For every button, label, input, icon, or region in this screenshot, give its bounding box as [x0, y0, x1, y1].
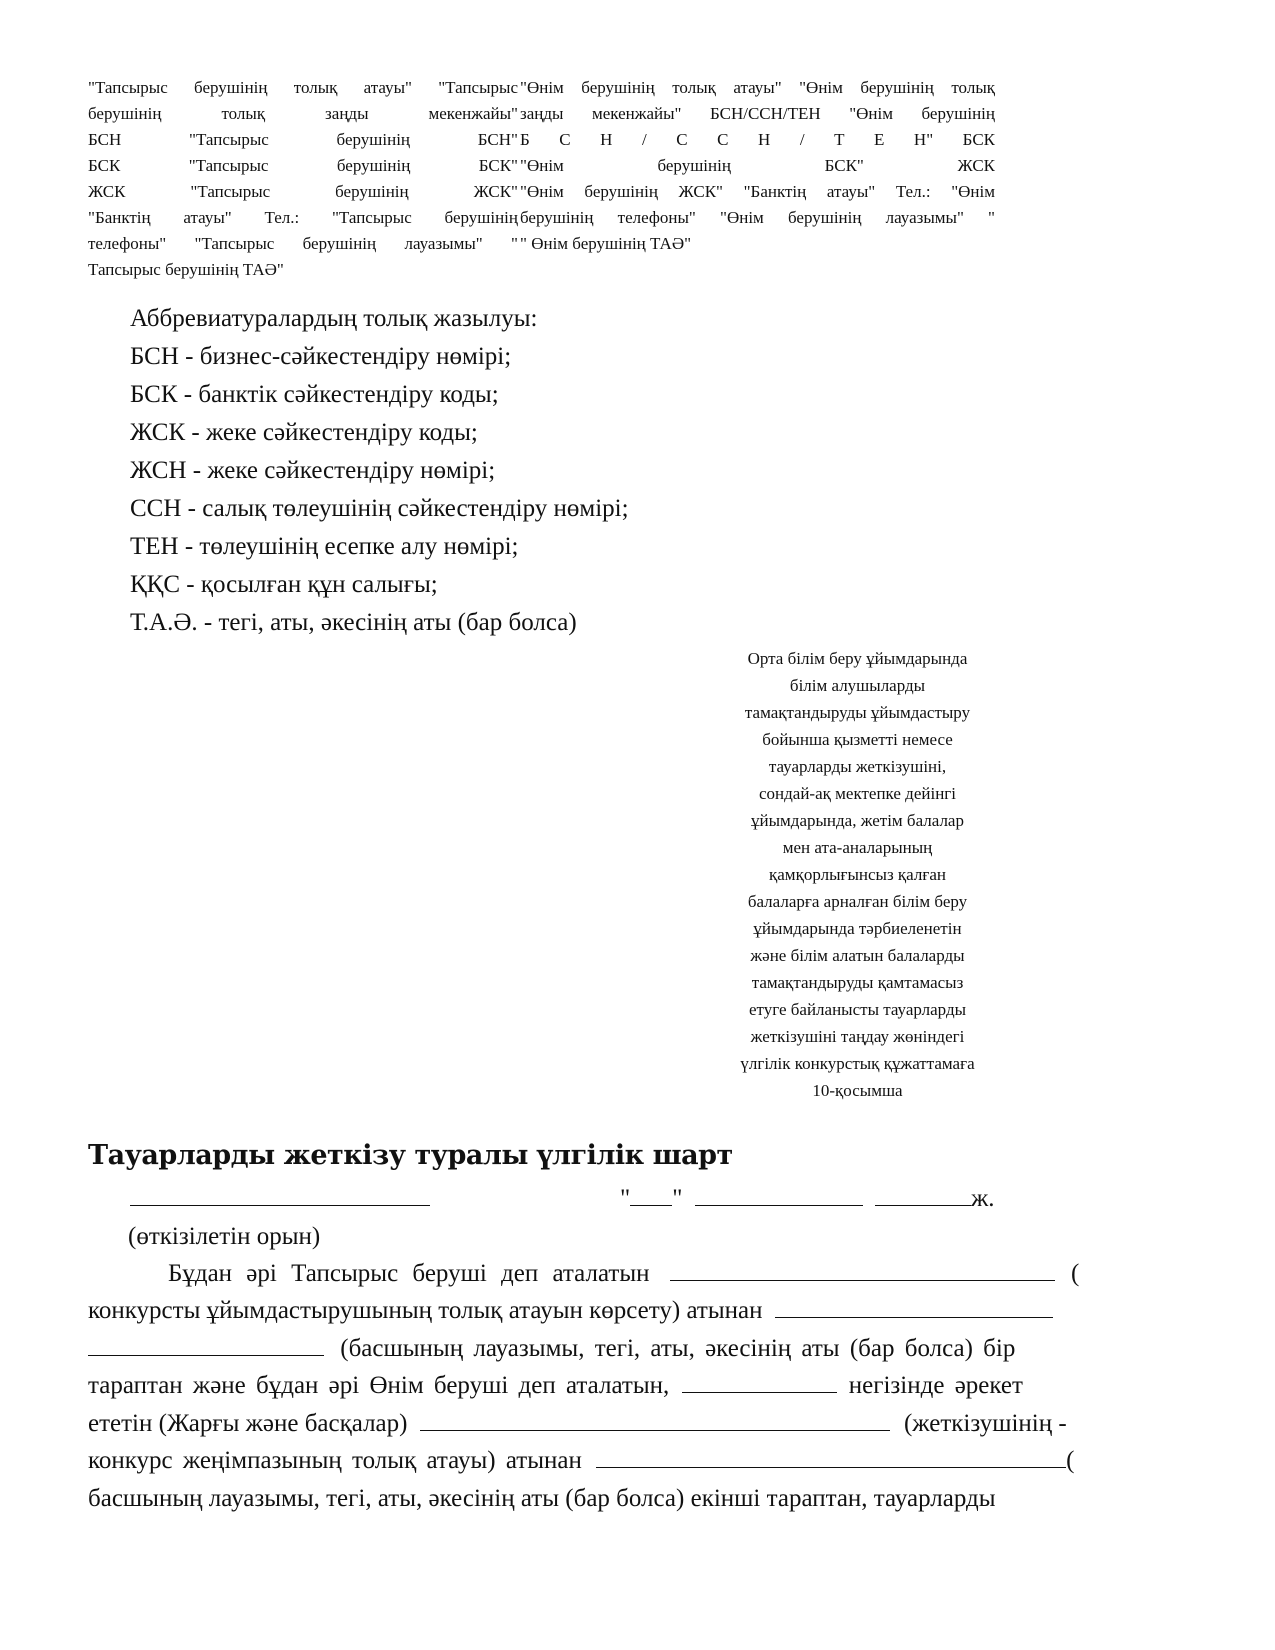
supplier-requisite-line: заңды мекенжайы" БСН/ССН/ТЕН "Өнім берушінің: [520, 104, 995, 123]
appendix-line: тамақтандыруды қамтамасыз: [751, 973, 964, 992]
customer-requisite-line: берушінің толық заңды мекенжайы": [88, 104, 518, 123]
customer-requisite-line: "Тапсырыс берушінің толық атауы" "Тапсырыс: [88, 78, 518, 97]
appendix-line: тамақтандыруды ұйымдастыру: [744, 703, 971, 722]
supplier-requisites: [520, 75, 995, 257]
abbreviation-item: ЖСН - жеке сәйкестендіру нөмірі;: [130, 457, 496, 484]
month-blank[interactable]: [695, 1183, 863, 1206]
customer-requisites: [88, 75, 518, 283]
paragraph-text: (: [1071, 1260, 1080, 1287]
customer-requisite-line: БСК "Тапсырыс берушінің БСК": [88, 156, 518, 175]
abbreviation-item: ҚҚС - қосылған құн салығы;: [130, 571, 438, 598]
abbreviation-item: БСК - банктік сәйкестендіру коды;: [130, 381, 499, 408]
day-quote-close: ": [672, 1185, 683, 1212]
abbreviation-item: Т.А.Ә. - тегі, аты, әкесінің аты (бар болса): [130, 609, 577, 636]
paragraph-text: Бұдан әрі Тапсырыс беруші деп аталатын: [168, 1260, 650, 1287]
paragraph-line-4: [88, 1367, 1023, 1405]
appendix-line: Орта білім беру ұйымдарында: [747, 649, 968, 668]
appendix-line: білім алушыларды: [789, 676, 926, 695]
abbreviations-section: [130, 300, 629, 642]
paragraph-text: конкурсты ұйымдастырушының толық атауын көрсету) атынан: [88, 1297, 763, 1324]
paragraph-line-6: [88, 1442, 1074, 1480]
appendix-line: ұйымдарында тәрбиеленетін: [753, 919, 962, 938]
appendix-line: тауарларды жеткізушіні,: [768, 757, 947, 776]
paragraph-text: тараптан және бұдан әрі Өнім беруші деп аталатын,: [88, 1372, 670, 1399]
paragraph-line-3: [88, 1330, 1015, 1368]
paragraph-text: (басшының лауазымы, тегі, аты, әкесінің аты (бар болса) бір: [340, 1335, 1016, 1362]
appendix-line: етуге байланысты тауарларды: [748, 1000, 967, 1019]
paragraph-text: (жеткізушінің -: [903, 1410, 1067, 1437]
paragraph-text: негізінде әрекет: [848, 1372, 1023, 1399]
customer-requisite-line: БСН "Тапсырыс берушінің БСН": [88, 130, 518, 149]
customer-requisite-line: "Банктің атауы" Тел.: "Тапсырыс берушінің: [88, 208, 518, 227]
paragraph-text: (: [1066, 1447, 1075, 1474]
paragraph-line-1: [168, 1255, 1079, 1293]
basis-blank[interactable]: [682, 1370, 837, 1393]
paragraph-text: ететін (Жарғы және басқалар): [88, 1410, 408, 1437]
appendix-line: ұйымдарында, жетім балалар: [751, 811, 964, 830]
customer-requisite-line: ЖСК "Тапсырыс берушінің ЖСК": [88, 182, 518, 201]
abbreviation-item: ЖСК - жеке сәйкестендіру коды;: [130, 419, 478, 446]
appendix-line: 10-қосымша: [812, 1081, 903, 1100]
contract-title: Тауарларды жеткізу туралы үлгілік шарт: [88, 1140, 733, 1171]
customer-requisite-line: Тапсырыс берушінің ТАӘ": [88, 260, 284, 279]
appendix-line: және білім алатын балаларды: [750, 946, 965, 965]
day-blank[interactable]: [630, 1183, 672, 1206]
supplier-requisite-line: Б С Н / С С Н / Т Е Н" БСК: [520, 130, 995, 149]
supplier-requisite-line: " Өнім берушінің ТАӘ": [520, 234, 692, 253]
place-blank[interactable]: [130, 1183, 430, 1206]
abbreviation-item: БСН - бизнес-сәйкестендіру нөмірі;: [130, 343, 512, 370]
appendix-line: сондай-ақ мектепке дейінгі: [758, 784, 956, 803]
supplier-requisite-line: "Өнім берушінің БСК" ЖСК: [520, 156, 995, 175]
appendix-note: [700, 645, 1015, 1104]
customer-name-blank[interactable]: [670, 1258, 1055, 1281]
supplier-representative-blank[interactable]: [596, 1445, 1066, 1468]
appendix-line: бойынша қызметті немесе: [762, 730, 953, 749]
representative-blank-b[interactable]: [88, 1333, 324, 1356]
year-suffix: ж.: [970, 1185, 995, 1212]
paragraph-line-2: [88, 1292, 1053, 1330]
appendix-line: мен ата-аналарының: [782, 838, 933, 857]
place-date-line: [130, 1180, 430, 1218]
day-quote-open: ": [620, 1185, 631, 1212]
paragraph-line-5: [88, 1405, 1067, 1443]
date-fields: [620, 1180, 994, 1218]
appendix-line: жеткізушіні таңдау жөніндегі: [750, 1027, 965, 1046]
appendix-line: үлгілік конкурстық құжаттамаға: [740, 1054, 975, 1073]
supplier-requisite-line: "Өнім берушінің толық атауы" "Өнім берушінің толық: [520, 78, 995, 97]
abbreviation-item: ССН - салық төлеушінің сәйкестендіру нөмірі;: [130, 495, 629, 522]
year-blank[interactable]: [875, 1183, 971, 1206]
supplier-requisite-line: берушінің телефоны" "Өнім берушінің лауазымы" ": [520, 208, 995, 227]
appendix-line: балаларға арналған білім беру: [747, 892, 968, 911]
place-caption: (өткізілетін орын): [128, 1223, 321, 1250]
abbreviations-heading: Аббревиатуралардың толық жазылуы:: [130, 305, 538, 332]
paragraph-line-7: басшының лауазымы, тегі, аты, әкесінің аты (бар болса) екінші тараптан, тауарларды: [88, 1485, 996, 1512]
appendix-line: қамқорлығынсыз қалған: [769, 865, 946, 884]
customer-requisite-line: телефоны" "Тапсырыс берушінің лауазымы" ": [88, 234, 518, 253]
paragraph-text: конкурс жеңімпазының толық атауы) атынан: [88, 1447, 582, 1474]
supplier-requisite-line: "Өнім берушінің ЖСК" "Банктің атауы" Тел.: "Өнім: [520, 182, 995, 201]
supplier-name-blank[interactable]: [420, 1408, 890, 1431]
representative-blank-a[interactable]: [775, 1295, 1053, 1318]
abbreviation-item: ТЕН - төлеушінің есепке алу нөмірі;: [130, 533, 519, 560]
